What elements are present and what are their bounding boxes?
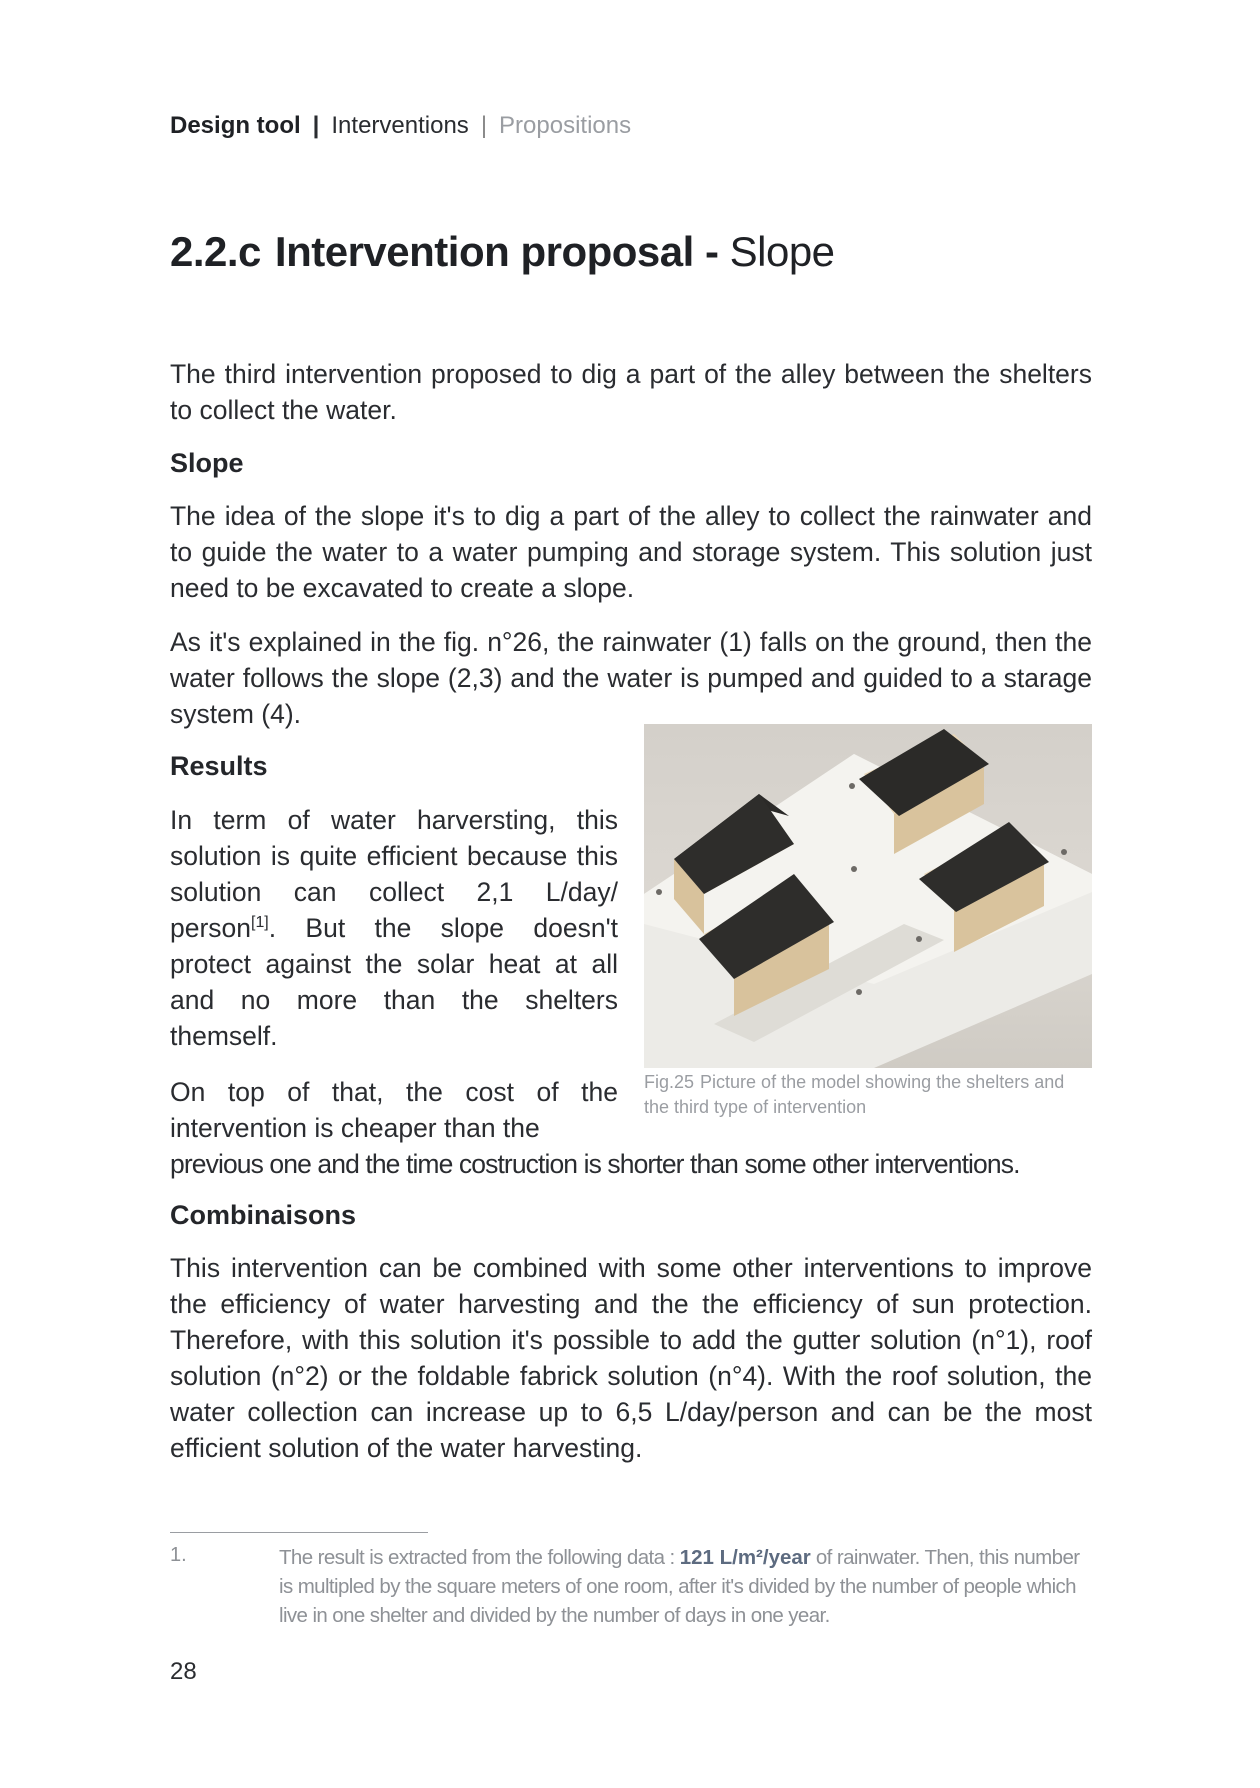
figure-caption (644, 1070, 1092, 1120)
footnote-ref[interactable]: [1] (251, 914, 269, 932)
breadcrumb (170, 112, 631, 140)
figure-model-photo (644, 724, 1092, 1068)
slope-paragraph-2: As it's explained in the fig. n°26, the rainwater (1) falls on the ground, then the water follows the slope (2,3) and the water is pumped and guided to a starage system (4). (170, 627, 1092, 729)
footnote-number: 1. (170, 1544, 187, 1566)
heading-results: Results (170, 751, 268, 781)
title-sub: Slope (729, 228, 835, 275)
breadcrumb-separator: | (480, 112, 488, 139)
page-title (170, 228, 835, 276)
model-hole (849, 783, 855, 789)
heading-combinaisons: Combinaisons (170, 1200, 357, 1230)
results-text-b: . But the slope doesn't protect against the solar heat at all and no more than the shelters themself. (170, 913, 618, 1051)
breadcrumb-propositions[interactable]: Propositions (499, 112, 632, 139)
section-number: 2.2.c (170, 228, 261, 275)
breadcrumb-interventions[interactable]: Interventions (331, 112, 469, 139)
combinaisons-paragraph: This intervention can be combined with some other interventions to improve the efficiency of water harvesting and the the efficiency of sun protection. Therefore, with this solution it's possible to add the gutter solution (n°1), roof solution (n°2) or the foldable fabrick solution (n°4). With the roof solution, the water collection can increase up to 6,5 L/day/person and can be the most efficient solution of the water harvesting. (170, 1253, 1092, 1463)
footnote-divider (170, 1532, 428, 1533)
model-hole (851, 866, 857, 872)
breadcrumb-design-tool[interactable]: Design tool (170, 112, 301, 139)
intro-paragraph: The third intervention proposed to dig a part of the alley between the shelters to collect the water. (170, 359, 1092, 425)
footnote-text-a: The result is extracted from the following data : (279, 1546, 680, 1569)
breadcrumb-separator: | (312, 112, 320, 139)
heading-slope: Slope (170, 448, 244, 478)
figure-caption-text: Picture of the model showing the shelters and the third type of intervention (644, 1072, 1065, 1117)
model-hole (1061, 849, 1067, 855)
model-hole (856, 989, 862, 995)
model-illustration (644, 724, 1092, 1068)
title-main: Intervention proposal - (274, 228, 719, 275)
slope-paragraph-1: The idea of the slope it's to dig a part of the alley to collect the rainwater and to guide the water to a water pumping and storage system. This solution just need to be excavated to create a slope. (170, 501, 1092, 603)
footnote-text (279, 1543, 1091, 1630)
figure-label: Fig.25 (644, 1072, 695, 1092)
page-number: 28 (170, 1658, 197, 1685)
model-hole (916, 936, 922, 942)
results-paragraph-2: On top of that, the cost of the intervention is cheaper than the (170, 1077, 618, 1143)
footnote-text-b: of rainwater. Then, this number is multipled by the square meters of one room, after it's divided by the number of people which live in one shelter and divided by the number of days in one year. (279, 1546, 1080, 1627)
results-paragraph-2-last-line: previous one and the time costruction is shorter than some other interventions. (170, 1149, 1020, 1179)
results-text-a: In term of water harversting, this solution is quite efficient because this solution can collect 2,1 L/day/ person (170, 805, 618, 943)
model-hole (656, 889, 662, 895)
results-paragraph-1 (170, 802, 618, 1054)
footnote-highlight: 121 L/m²/year (679, 1546, 811, 1569)
